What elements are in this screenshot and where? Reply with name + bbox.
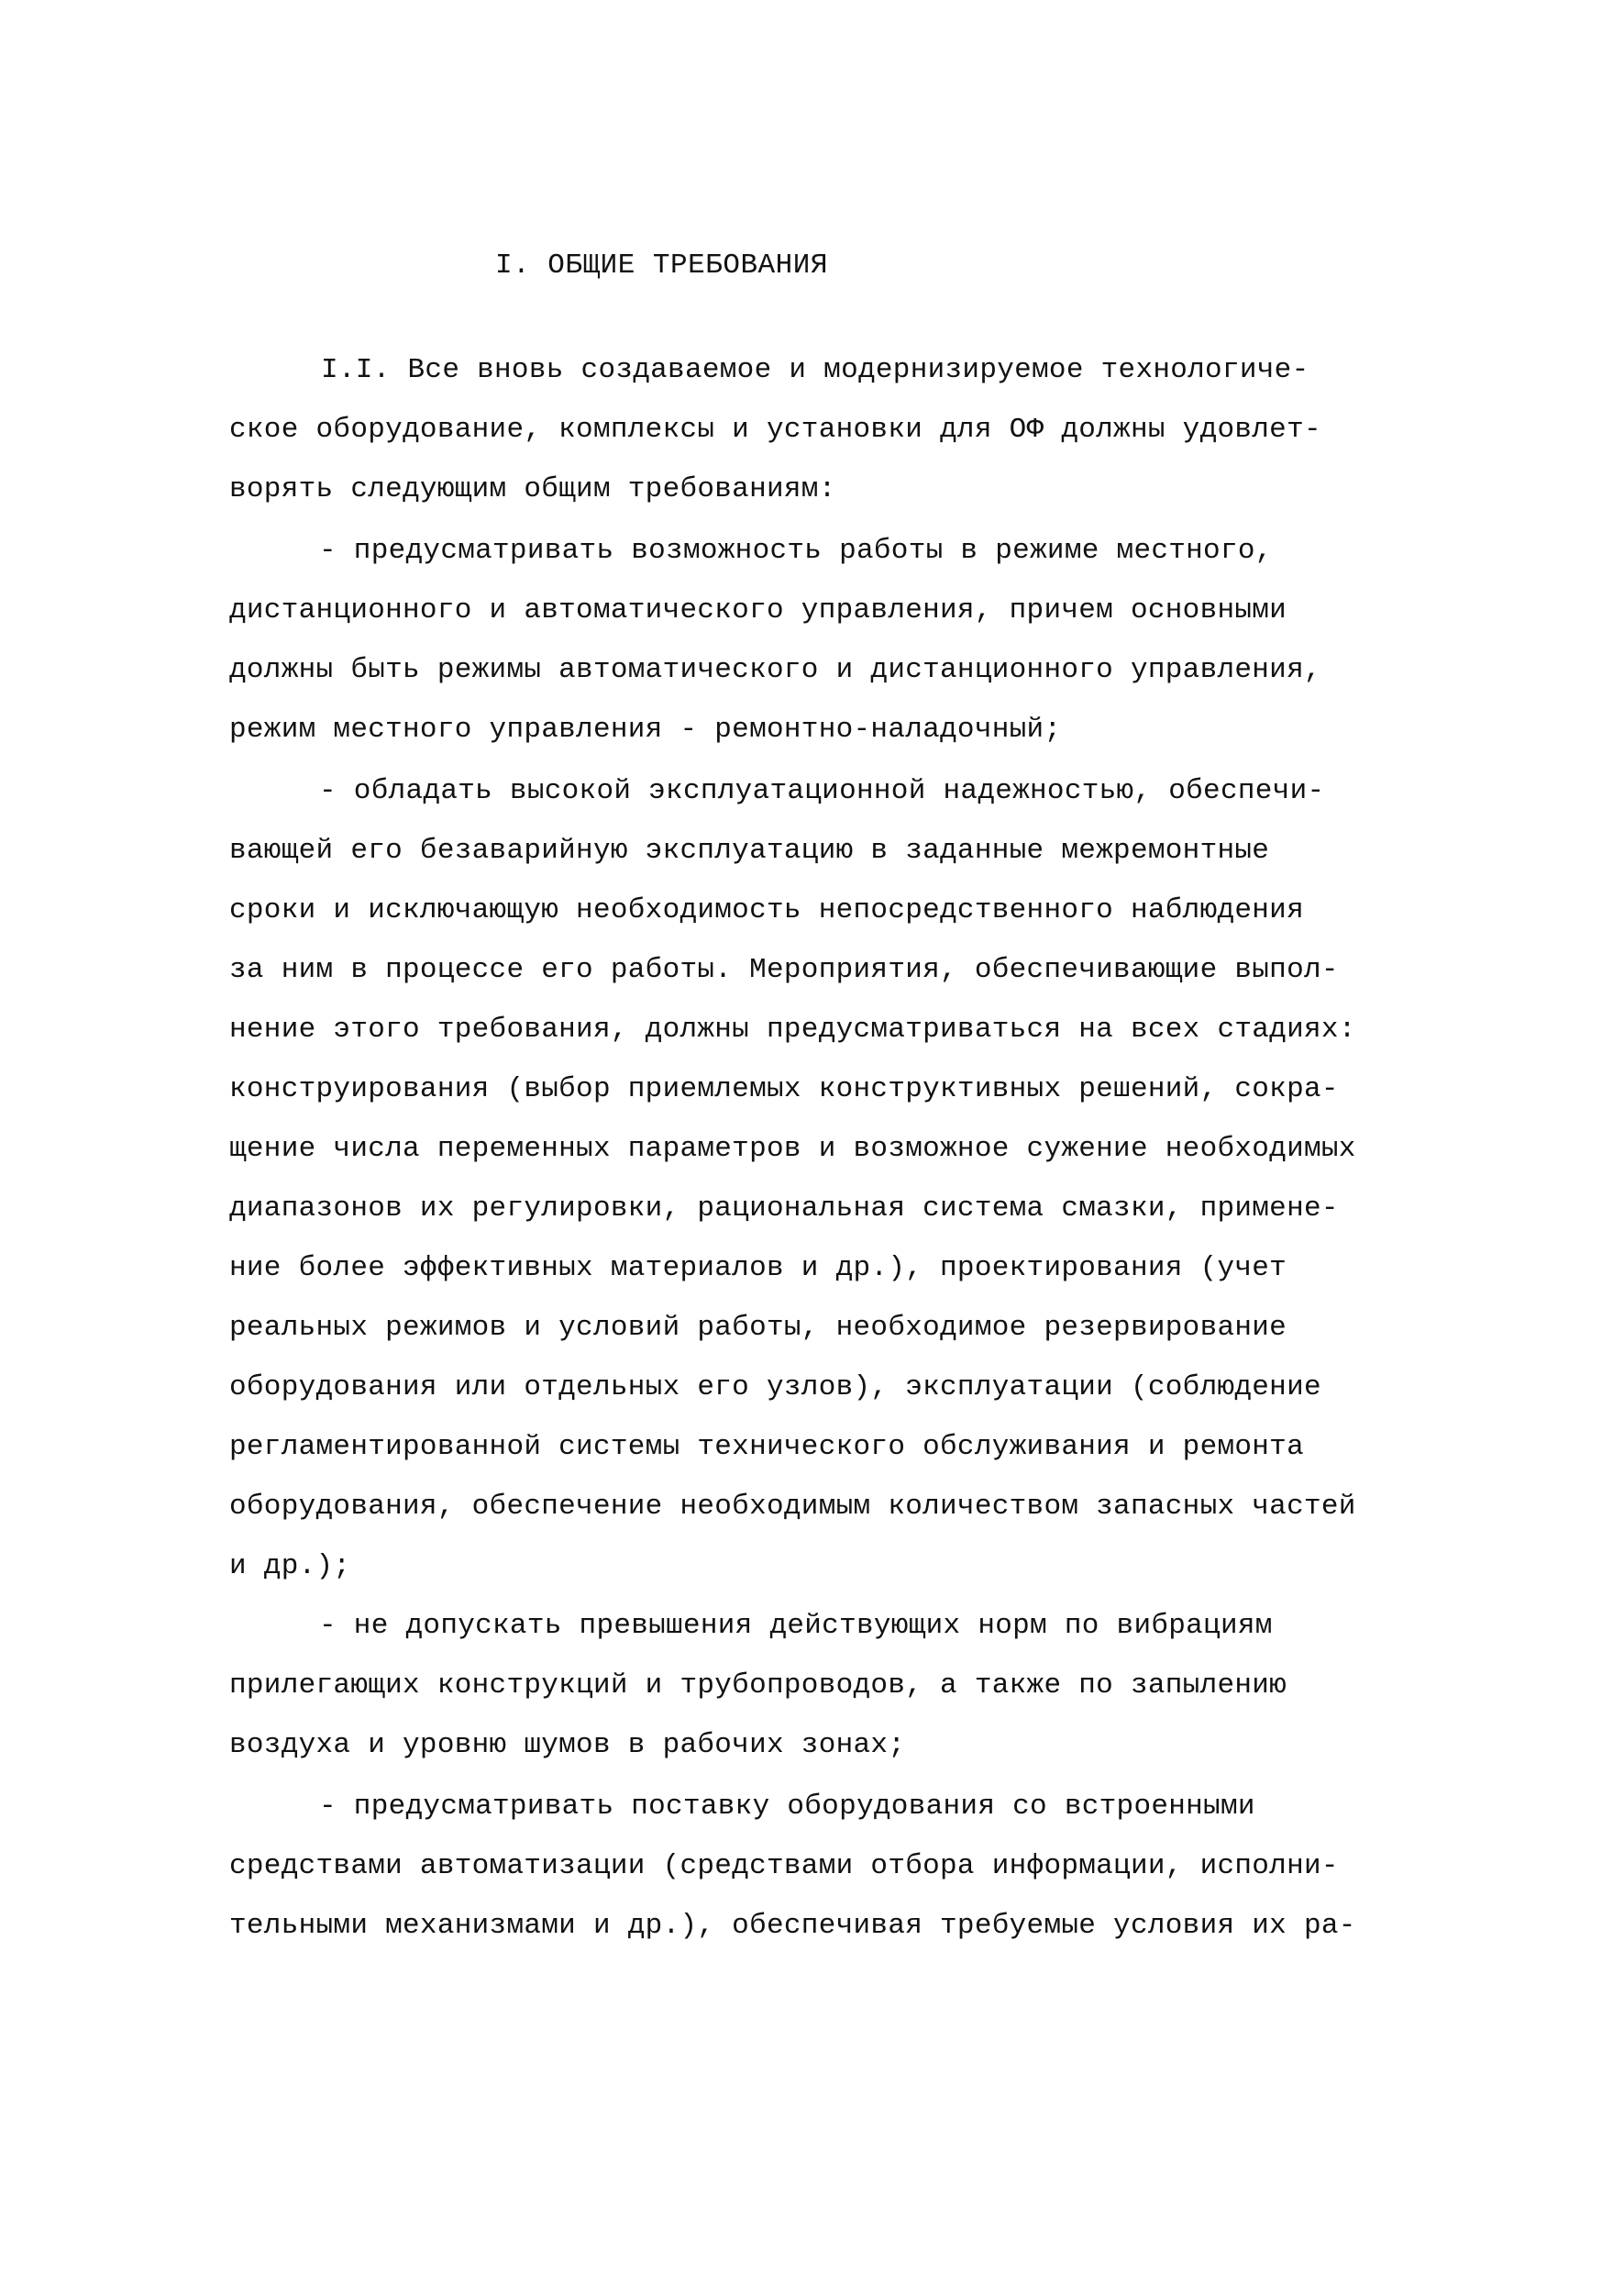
text-line: воздуха и уровню шумов в рабочих зонах; [229, 1729, 906, 1761]
text-line: средствами автоматизации (средствами отбора информации, исполни- [229, 1850, 1339, 1882]
text-line: оборудования, обеспечение необходимым количеством запасных частей [229, 1491, 1356, 1523]
text-line: - не допускать превышения действующих норм по вибрациям [319, 1610, 1273, 1642]
text-line: щение числа переменных параметров и возможное сужение необходимых [229, 1133, 1356, 1165]
text-line: нение этого требования, должны предусматриваться на всех стадиях: [229, 1014, 1356, 1046]
text-line: сроки и исключающую необходимость непосредственного наблюдения [229, 894, 1304, 926]
text-line: прилегающих конструкций и трубопроводов, а также по запылению [229, 1669, 1287, 1702]
text-line: - обладать высокой эксплуатационной надежностью, обеспечи- [319, 775, 1325, 807]
text-line: за ним в процессе его работы. Мероприятия, обеспечивающие выпол- [229, 954, 1339, 986]
text-line: ворять следующим общим требованиям: [229, 473, 836, 505]
text-line: тельными механизмами и др.), обеспечивая требуемые условия их ра- [229, 1910, 1356, 1942]
text-line: режим местного управления - ремонтно-наладочный; [229, 714, 1062, 746]
text-line: регламентированной системы технического обслуживания и ремонта [229, 1431, 1304, 1463]
text-line: и др.); [229, 1550, 351, 1582]
text-line: вающей его безаварийную эксплуатацию в заданные межремонтные [229, 835, 1270, 867]
text-line: оборудования или отдельных его узлов), эксплуатации (соблюдение [229, 1371, 1321, 1403]
text-line: - предусматривать возможность работы в режиме местного, [319, 535, 1273, 567]
text-line: I.I. Все вновь создаваемое и модернизируемое технологиче- [321, 354, 1309, 386]
text-line: - предусматривать поставку оборудования со встроенными [319, 1791, 1255, 1823]
text-line: конструирования (выбор приемлемых конструктивных решений, сокра- [229, 1073, 1339, 1105]
text-line: диапазонов их регулировки, рациональная система смазки, примене- [229, 1192, 1339, 1225]
section-heading: I. ОБЩИЕ ТРЕБОВАНИЯ [495, 249, 828, 282]
text-line: реальных режимов и условий работы, необходимое резервирование [229, 1312, 1287, 1344]
text-line: должны быть режимы автоматического и дистанционного управления, [229, 654, 1321, 686]
text-line: ское оборудование, комплексы и установки для ОФ должны удовлет- [229, 414, 1321, 446]
text-line: ние более эффективных материалов и др.), проектирования (учет [229, 1252, 1287, 1284]
text-line: дистанционного и автоматического управления, причем основными [229, 594, 1287, 626]
